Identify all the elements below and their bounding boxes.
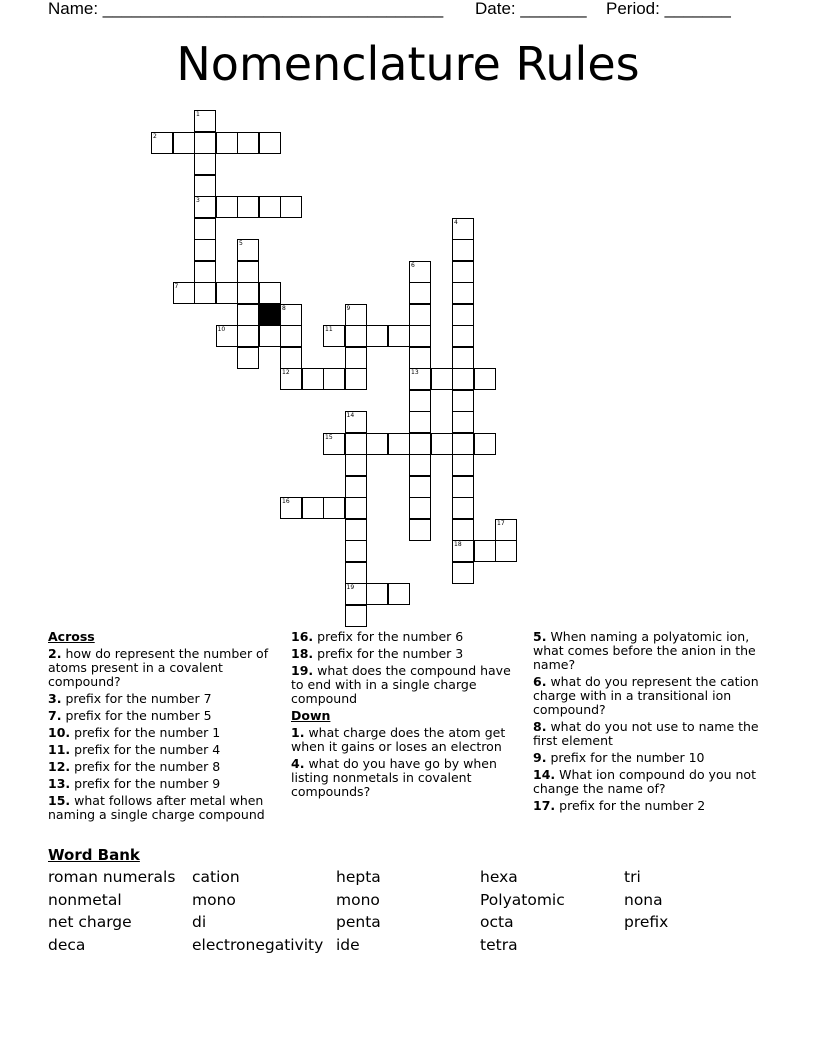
crossword-cell[interactable] xyxy=(345,540,367,562)
crossword-cell[interactable] xyxy=(194,282,216,304)
crossword-block xyxy=(259,304,281,326)
down-heading: Down xyxy=(291,708,331,723)
name-field[interactable]: Name: ____________________________________ xyxy=(48,0,444,18)
clue-number-label: 3 xyxy=(196,197,200,204)
crossword-cell[interactable] xyxy=(345,605,367,627)
crossword-cell[interactable] xyxy=(366,325,388,347)
crossword-cell[interactable] xyxy=(452,347,474,369)
clue-number-label: 5 xyxy=(239,240,243,247)
crossword-cell[interactable] xyxy=(452,261,474,283)
clue-column-1 xyxy=(48,630,283,825)
clue-number: 16. xyxy=(291,629,314,644)
crossword-cell[interactable] xyxy=(452,239,474,261)
crossword-cell[interactable] xyxy=(280,325,302,347)
clue-number-label: 8 xyxy=(282,304,286,312)
clue-column-2 xyxy=(291,630,523,802)
page-title: Nomenclature Rules xyxy=(176,37,640,91)
clue-number-label: 17 xyxy=(497,519,505,527)
crossword-cell[interactable] xyxy=(409,390,431,412)
word-bank-item: penta xyxy=(336,913,381,931)
clue-number-label: 11 xyxy=(325,326,333,333)
crossword-cell[interactable] xyxy=(409,497,431,519)
crossword-cell[interactable] xyxy=(237,196,259,218)
crossword-cell[interactable] xyxy=(194,153,216,175)
word-bank-item: prefix xyxy=(624,913,669,931)
word-bank-item: tri xyxy=(624,868,641,886)
clue-number: 15. xyxy=(48,793,71,808)
word-bank-item: nona xyxy=(624,890,663,909)
crossword-cell[interactable] xyxy=(194,239,216,261)
clue-number: 11. xyxy=(48,742,71,757)
crossword-cell[interactable] xyxy=(452,433,474,455)
crossword-cell[interactable] xyxy=(237,304,259,326)
crossword-cell[interactable] xyxy=(345,454,367,476)
crossword-cell[interactable] xyxy=(452,454,474,476)
clue-text: prefix for the number 3 xyxy=(317,646,464,661)
crossword-cell[interactable] xyxy=(345,497,367,519)
crossword-cell[interactable] xyxy=(452,325,474,347)
clue-text: what charge does the atom get when it gains or loses an electron xyxy=(291,725,506,754)
crossword-cell[interactable] xyxy=(409,325,431,347)
clue-item xyxy=(48,709,283,723)
crossword-cell[interactable] xyxy=(452,282,474,304)
clue-text: What ion compound do you not change the name of? xyxy=(533,767,756,796)
word-bank-item: octa xyxy=(480,913,514,931)
clue-item xyxy=(48,777,283,791)
crossword-cell[interactable] xyxy=(366,433,388,455)
clue-number-label: 2 xyxy=(153,132,157,140)
word-bank-item: mono xyxy=(192,890,236,909)
crossword-cell[interactable] xyxy=(452,304,474,326)
clue-number-label: 6 xyxy=(411,261,415,269)
crossword-cell[interactable] xyxy=(216,282,238,304)
clue-number-label: 19 xyxy=(346,584,355,591)
crossword-cell[interactable] xyxy=(452,411,474,433)
crossword-cell[interactable] xyxy=(474,540,496,562)
clue-item xyxy=(48,726,283,740)
crossword-cell[interactable] xyxy=(495,540,517,562)
crossword-cell[interactable] xyxy=(452,562,474,584)
clue-text: prefix for the number 8 xyxy=(74,759,221,774)
crossword-cell[interactable] xyxy=(366,583,388,605)
clue-number-label: 7 xyxy=(174,283,179,290)
clue-item xyxy=(533,720,771,748)
clue-text: what do you have go by when listing nonmetals in covalent compounds? xyxy=(291,756,497,799)
clue-text: what do you represent the cation charge with in a transitional ion compound? xyxy=(533,674,759,717)
word-bank-item: mono xyxy=(336,890,380,909)
across-heading: Across xyxy=(48,629,95,644)
clue-number-label: 12 xyxy=(282,369,290,376)
crossword-cell[interactable] xyxy=(388,583,410,605)
crossword-cell[interactable] xyxy=(452,368,474,390)
clue-number: 5. xyxy=(533,629,547,644)
period-field[interactable]: Period: _______ xyxy=(606,0,731,18)
clue-text: prefix for the number 5 xyxy=(65,708,212,723)
clue-text: prefix for the number 6 xyxy=(317,629,464,644)
clue-text: prefix for the number 9 xyxy=(74,776,221,791)
clue-number-label: 1 xyxy=(196,111,200,118)
clue-number: 8. xyxy=(533,719,547,734)
clue-number: 2. xyxy=(48,646,62,661)
crossword-cell[interactable] xyxy=(345,562,367,584)
crossword-cell[interactable] xyxy=(194,132,216,154)
word-bank-item: di xyxy=(192,913,207,931)
crossword-cell[interactable] xyxy=(237,347,259,369)
clue-number: 7. xyxy=(48,708,62,723)
clue-number: 14. xyxy=(533,767,556,782)
clue-number-label: 18 xyxy=(454,541,462,548)
clue-item xyxy=(533,675,771,717)
crossword-cell[interactable] xyxy=(259,282,281,304)
clue-text: prefix for the number 7 xyxy=(65,691,212,706)
clue-item xyxy=(533,751,771,765)
crossword-cell[interactable] xyxy=(237,261,259,283)
crossword-cell[interactable] xyxy=(259,196,281,218)
clue-item xyxy=(48,647,283,689)
clue-item xyxy=(48,743,283,757)
clue-item xyxy=(48,692,283,706)
crossword-cell[interactable] xyxy=(409,519,431,541)
clue-number: 6. xyxy=(533,674,547,689)
crossword-cell[interactable] xyxy=(345,433,367,455)
crossword-cell[interactable] xyxy=(173,132,195,154)
crossword-cell[interactable] xyxy=(409,433,431,455)
clue-item xyxy=(48,760,283,774)
clue-number: 3. xyxy=(48,691,62,706)
crossword-cell[interactable] xyxy=(431,368,453,390)
crossword-cell[interactable] xyxy=(452,390,474,412)
clue-number-label: 9 xyxy=(346,304,351,312)
clue-item xyxy=(533,799,771,813)
crossword-cell[interactable] xyxy=(194,218,216,240)
crossword-cell[interactable] xyxy=(345,519,367,541)
clue-number: 13. xyxy=(48,776,71,791)
clue-item xyxy=(291,664,523,706)
clue-column-3 xyxy=(533,630,771,816)
crossword-cell[interactable] xyxy=(409,304,431,326)
crossword-cell[interactable] xyxy=(259,132,281,154)
clue-item xyxy=(291,630,523,644)
word-bank-item: deca xyxy=(48,935,86,954)
clue-text: prefix for the number 1 xyxy=(74,725,221,740)
crossword-cell[interactable] xyxy=(388,433,410,455)
crossword-cell[interactable] xyxy=(237,132,259,154)
crossword-cell[interactable] xyxy=(237,325,259,347)
clue-number-label: 14 xyxy=(346,412,355,419)
crossword-cell[interactable] xyxy=(194,175,216,197)
clue-text: prefix for the number 2 xyxy=(559,798,706,813)
date-field[interactable]: Date: _______ xyxy=(475,0,587,18)
word-bank-item: hexa xyxy=(480,868,518,886)
clue-number-label: 15 xyxy=(325,433,333,441)
crossword-cell[interactable] xyxy=(323,368,345,390)
crossword-cell[interactable] xyxy=(323,497,345,519)
clue-item xyxy=(48,794,283,822)
clue-item xyxy=(533,630,771,672)
word-bank-item: nonmetal xyxy=(48,890,122,909)
clue-number: 17. xyxy=(533,798,556,813)
clue-number: 12. xyxy=(48,759,71,774)
crossword-cell[interactable] xyxy=(452,476,474,498)
clue-number: 4. xyxy=(291,756,305,771)
word-bank-item: net charge xyxy=(48,913,132,931)
clue-item xyxy=(291,647,523,661)
crossword-cell[interactable] xyxy=(431,433,453,455)
crossword-cell[interactable] xyxy=(345,476,367,498)
clue-text: what follows after metal when naming a single charge compound xyxy=(48,793,265,822)
crossword-cell[interactable] xyxy=(302,368,324,390)
crossword-cell[interactable] xyxy=(280,347,302,369)
word-bank-item: cation xyxy=(192,868,240,886)
crossword-cell[interactable] xyxy=(280,196,302,218)
word-bank-item: electronegativity xyxy=(192,935,324,954)
word-bank-item: hepta xyxy=(336,868,381,886)
crossword-cell[interactable] xyxy=(216,196,238,218)
crossword-cell[interactable] xyxy=(237,282,259,304)
clue-number: 10. xyxy=(48,725,71,740)
crossword-cell[interactable] xyxy=(302,497,324,519)
crossword-cell[interactable] xyxy=(409,282,431,304)
clue-number-label: 10 xyxy=(217,326,226,333)
crossword-cell[interactable] xyxy=(259,325,281,347)
word-bank-title: Word Bank xyxy=(48,846,140,864)
word-bank-item: Polyatomic xyxy=(480,890,565,909)
clue-text: When naming a polyatomic ion, what comes before the anion in the name? xyxy=(533,629,756,672)
clue-item xyxy=(533,768,771,796)
clue-text: prefix for the number 4 xyxy=(74,742,221,757)
clue-text: prefix for the number 10 xyxy=(550,750,705,765)
crossword-cell[interactable] xyxy=(194,261,216,283)
clue-number-label: 4 xyxy=(454,218,458,226)
crossword-cell[interactable] xyxy=(452,497,474,519)
crossword-cell[interactable] xyxy=(409,347,431,369)
clue-number: 9. xyxy=(533,750,547,765)
crossword-cell[interactable] xyxy=(474,433,496,455)
clue-number-label: 13 xyxy=(411,369,419,376)
clue-number: 1. xyxy=(291,725,305,740)
crossword-cell[interactable] xyxy=(409,476,431,498)
word-bank-item: ide xyxy=(336,935,360,954)
clue-text: what do you not use to name the first element xyxy=(533,719,759,748)
clue-number-label: 16 xyxy=(282,498,290,505)
crossword-cell[interactable] xyxy=(345,368,367,390)
crossword-cell[interactable] xyxy=(345,325,367,347)
clue-number: 18. xyxy=(291,646,314,661)
word-bank-item: tetra xyxy=(480,935,518,954)
clue-number: 19. xyxy=(291,663,314,678)
clue-item xyxy=(291,757,523,799)
clue-text: what does the compound have to end with in a single charge compound xyxy=(291,663,511,706)
crossword-cell[interactable] xyxy=(345,347,367,369)
crossword-cell[interactable] xyxy=(388,325,410,347)
crossword-cell[interactable] xyxy=(216,132,238,154)
clue-text: how do represent the number of atoms present in a covalent compound? xyxy=(48,646,269,689)
word-bank-item: roman numerals xyxy=(48,868,176,886)
crossword-cell[interactable] xyxy=(409,411,431,433)
clue-item xyxy=(291,726,523,754)
crossword-cell[interactable] xyxy=(409,454,431,476)
crossword-cell[interactable] xyxy=(452,519,474,541)
crossword-cell[interactable] xyxy=(474,368,496,390)
